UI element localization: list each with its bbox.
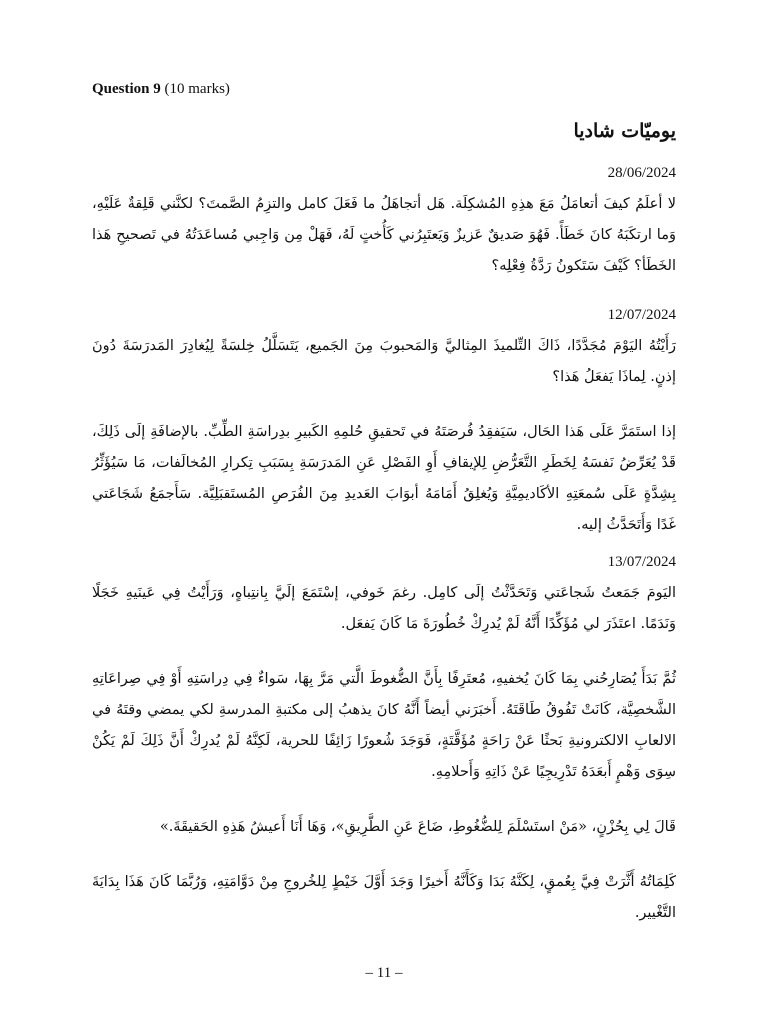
entry-paragraph: كَلِمَاتُهُ أَثَّرَتْ فِيَّ بِعُمقٍ، لِكَنَّهُ بَدَا وَكَأَنَّهُ أَخيرًا وَجَدَ أَوَّلَ خَيْطٍ لِلخُروجِ مِنْ دَوَّامَتِهِ، وَرُبَّمَا كَانَ هَذَا بِدَايَةَ التَّغْيير. (92, 874, 676, 921)
diary-title: يوميّات شاديا (573, 120, 676, 142)
entry-paragraph: اليَومَ جَمَعتُ شَجاعَتي وَتَحَدَّثْتُ إلَى كامِل. رغمَ خَوفي، إسْتَمَعَ إلَيَّ بِانتِباهٍ، وَرَأَيْتُ فِي عَينَيهِ خَجَلًا وَنَدَمًا. اعتَذَرَ لي مُؤَكِّدًا أَنَّهُ لَمْ يُدرِكْ خُطُورَةَ مَا كَانَ يَفعَل. (92, 585, 676, 632)
entry-paragraph: إذا استَمَرَّ عَلَى هَذا الحَال، سَيَفقِدُ فُرصَتَهُ في تَحقيقِ حُلمِهِ الكَبيرِ بدِراسَةِ الطِّبِّ. بالإضافَةِ إلَى ذَلِكَ، قَدْ يُعَرِّضُ نَفسَهُ لِخَطَرِ التَّعَرُّضِ لِلإيقافِ أَوِ الفَصْلِ عَنِ المَدرَسَةِ بِسَبَبِ تِكرارِ المُخالَفات، مَا سَيُؤَثِّرُ بِشِدَّةٍ عَلَى سُمعَتِهِ الأكَاديمِيَّةِ وَيُغلِقُ أَمَامَهُ أبوَابَ العَديدِ مِنَ الفُرَصِ المُستَقبَلِيَّة. سَأَجمَعُ شَجَاعَتي غَدًا وَأَتَحَدَّثُ إليه. (92, 424, 676, 533)
entry-date: 28/06/2024 (607, 165, 676, 181)
diary-entry (92, 553, 676, 929)
entry-paragraph: رَأَيْتُهُ اليَوْمَ مُجَدَّدًا، ذَاكَ التِّلميذَ المِثاليَّ وَالمَحبوبَ مِنَ الجَميع، يَتَسَلَّلُ خِلسَةً لِيُغادِرَ المَدرَسَةَ دُونَ إذنٍ. لِماذَا يَفعَلُ هَذا؟ (92, 338, 676, 385)
entry-paragraph: لا أعلَمُ كيفَ أتعامَلُ مَعَ هذِهِ المُشكِلَة. هَل أتجاهَلُ ما فَعَلَ كامل والتزِمُ الصَّمتَ؟ لكنَّني قَلِقةٌ عَلَيْهِ، وَما ارتكَبَهُ كانَ خَطَأً. فَهُوَ صَديقٌ عَزيزٌ وَيَعتَبِرُني كَأُختٍ لَهُ، فَهَلْ مِن وَاجِبي مُساعَدَتُهُ في تَصحيحِ هَذا الخَطَأ؟ كَيْفَ سَتَكونُ رَدَّةُ فِعْلِه؟ (92, 196, 676, 274)
entry-date: 13/07/2024 (607, 554, 676, 570)
entry-quote-paragraph: قَالَ لِي بِحُزْنٍ، «مَنْ استَسْلَمَ لِلضُّغُوطِ، ضَاعَ عَنِ الطَّرِيقِ»، وَهَا أَنَا أَعيشُ هَذِهِ الحَقيقَةَ.» (159, 819, 676, 835)
diary-entry (92, 306, 676, 541)
diary-entries (92, 164, 676, 929)
question-label: Question 9 (92, 81, 161, 97)
diary-entry (92, 164, 676, 282)
question-header (92, 80, 230, 98)
entry-date: 12/07/2024 (607, 307, 676, 323)
page-number: – 11 – (365, 965, 403, 981)
question-marks: (10 marks) (164, 81, 230, 97)
entry-paragraph: ثُمَّ بَدَأَ يُصَارِحُني بِمَا كَانَ يُخفيهِ، مُعتَرِفًا بِأَنَّ الضُّغوطَ الَّتي مَرَّ بِهَا، سَواءٌ فِي دِراسَتِهِ أَوْ فِي صِراعَاتِهِ الشَّخصِيَّة، كَانَتْ تَفُوقُ طَاقَتَهُ. أَخبَرَني أيضاً أَنَّهُ كانَ يذهبُ إلى مكتبةِ المدرسةِ لكي يمضي وقتَهُ في الالعابِ الالكترونيةِ بَحثًا عَنْ رَاحَةٍ مُؤَقَّتَةٍ، فَوَجَدَ شُعورًا زَائِفًا للحرية، لَكِنَّهُ لَمْ يُدرِكْ أَنَّ ذَلِكَ لَمْ يَكُنْ سِوَى وَهْمٍ أَبعَدَهُ تَدْرِيجِيًا عَنْ ذَاتِهِ وَأَحلامِهِ. (92, 671, 676, 780)
